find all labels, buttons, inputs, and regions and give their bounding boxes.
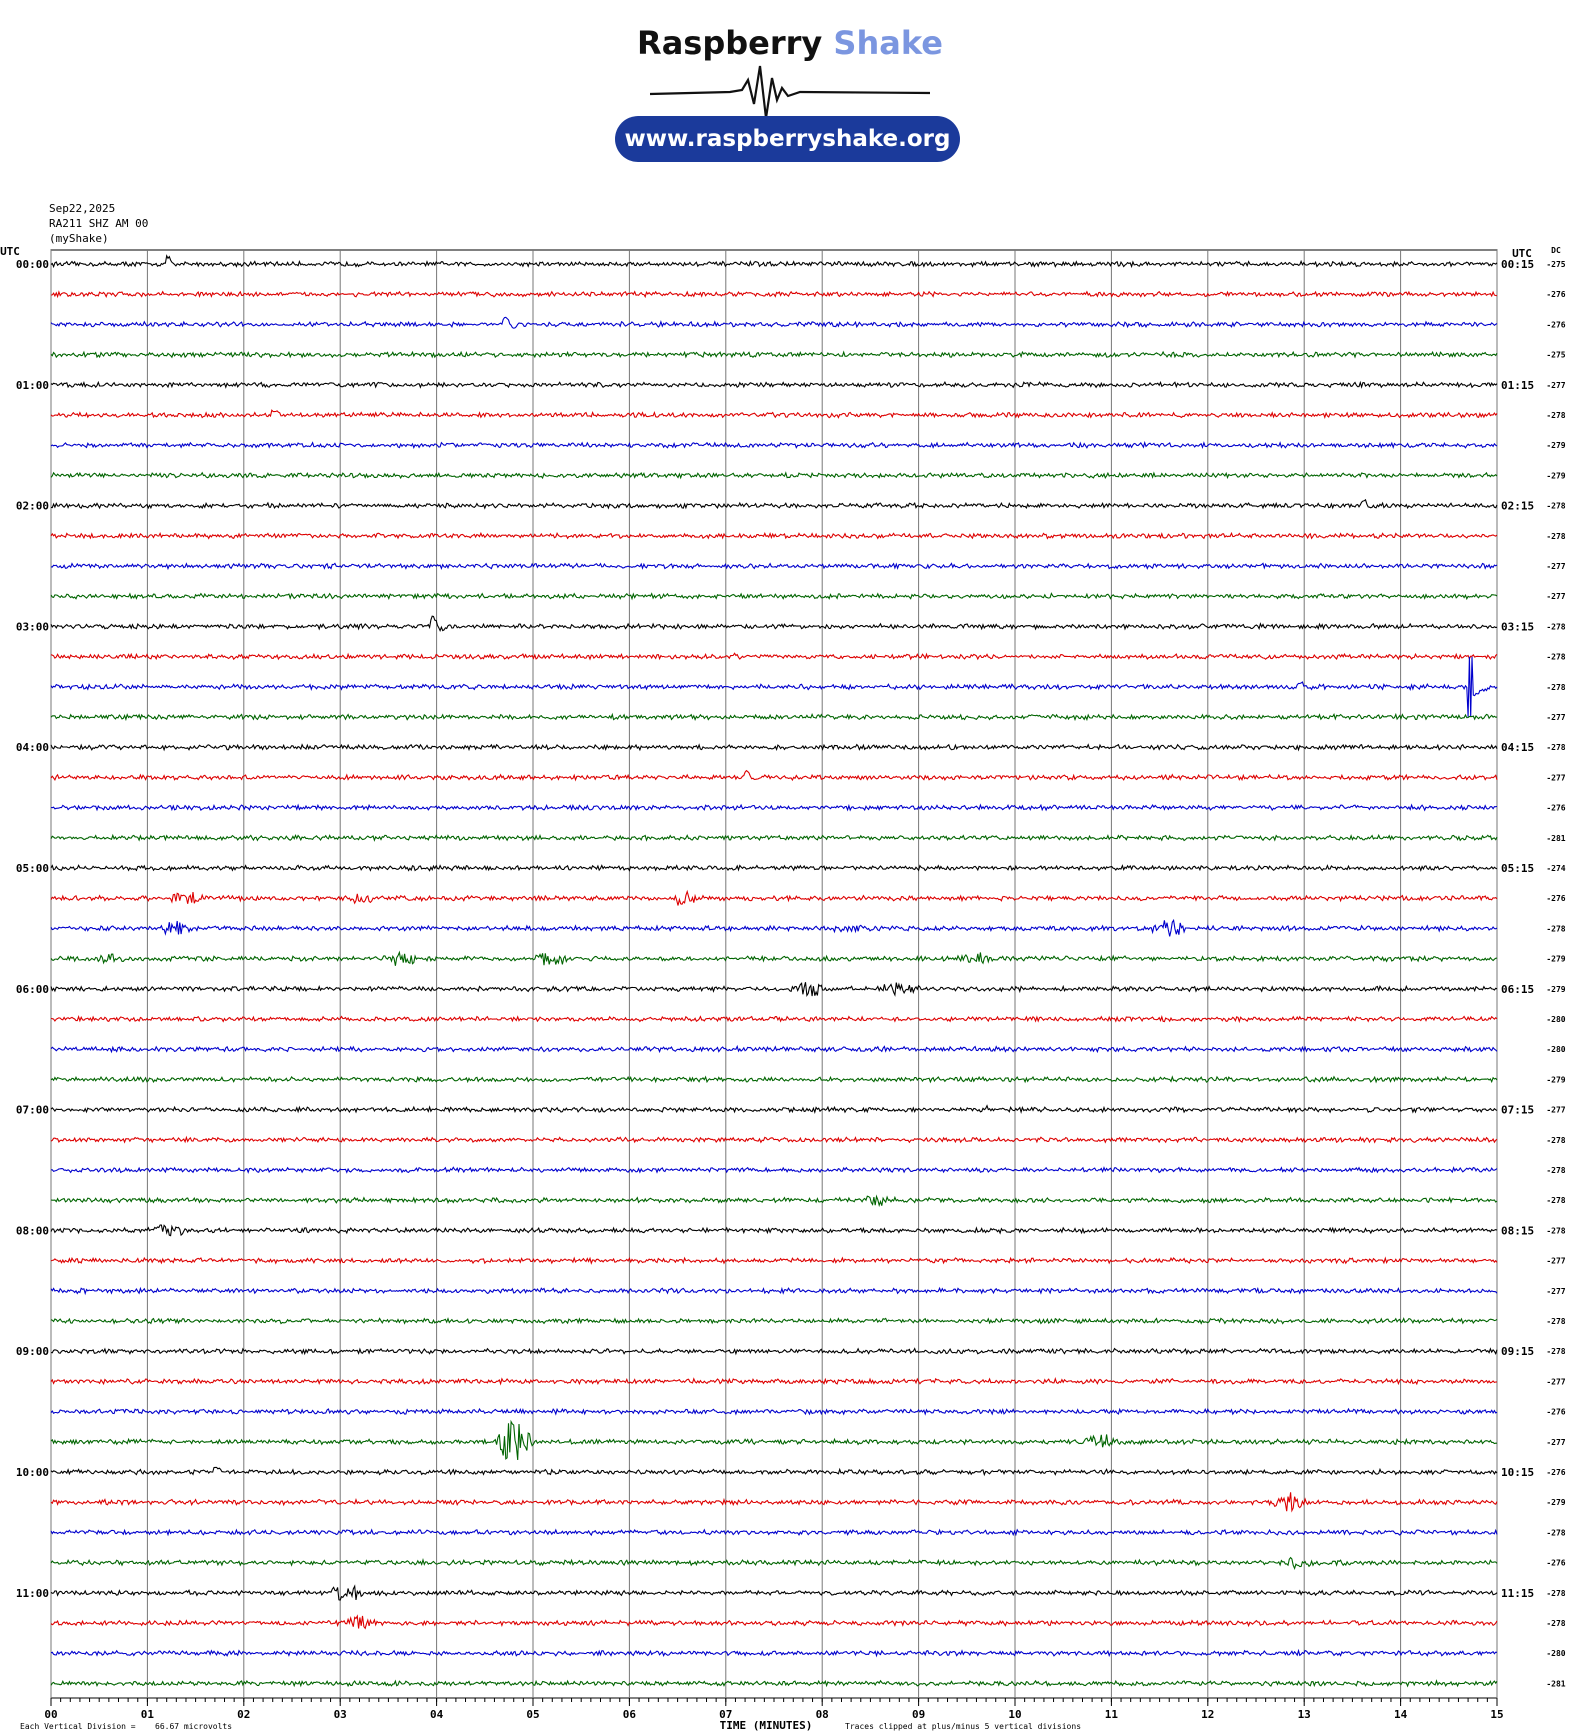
right-time-label: 00:15 <box>1501 258 1535 271</box>
trace-row <box>51 352 1497 357</box>
right-time-label: 10:15 <box>1501 1466 1535 1479</box>
left-time-label: 03:00 <box>15 620 49 634</box>
scale-label: Each Vertical Division = <box>20 1722 136 1731</box>
x-tick-label: 12 <box>1201 1708 1215 1721</box>
right-time-label: 03:15 <box>1501 620 1535 634</box>
dc-offset-label: -278 <box>1546 1226 1566 1236</box>
left-time-label: 08:00 <box>15 1224 49 1238</box>
trace-row <box>51 563 1497 568</box>
trace-row <box>51 1422 1497 1460</box>
trace-row <box>51 1288 1497 1293</box>
dc-offset-label: -278 <box>1546 682 1566 692</box>
right-time-label: 05:15 <box>1501 862 1535 875</box>
trace-row <box>51 594 1497 599</box>
dc-offset-label: -278 <box>1546 652 1566 662</box>
left-time-label: 09:00 <box>15 1345 49 1359</box>
dc-offset-label: -274 <box>1546 864 1566 873</box>
x-tick-label: 01 <box>140 1708 155 1721</box>
trace-row <box>51 865 1497 870</box>
dc-offset-label: -277 <box>1546 1105 1566 1115</box>
trace-row <box>51 1409 1497 1414</box>
trace-row <box>51 500 1497 508</box>
dc-offset-label: -278 <box>1546 743 1566 753</box>
dc-offset-label: -276 <box>1546 894 1566 904</box>
dc-offset-label: -278 <box>1546 531 1566 541</box>
dc-offset-label: -275 <box>1546 350 1566 360</box>
trace-row <box>51 653 1497 659</box>
x-tick-label: 13 <box>1297 1708 1311 1721</box>
trace-row <box>51 714 1497 719</box>
trace-row <box>51 317 1497 328</box>
plot-date: Sep22,2025 <box>49 202 116 215</box>
dc-offset-label: -278 <box>1546 411 1566 420</box>
trace-row <box>51 952 1497 965</box>
website-url-badge[interactable]: www.raspberryshake.org <box>615 116 960 162</box>
dc-offset-label: -278 <box>1546 1619 1566 1628</box>
left-time-label: 07:00 <box>15 1103 49 1117</box>
x-tick-label: 05 <box>526 1708 540 1721</box>
dc-offset-label: -278 <box>1546 622 1566 632</box>
trace-row <box>51 982 1497 996</box>
x-tick-label: 08 <box>815 1708 829 1721</box>
right-time-label: 02:15 <box>1501 499 1535 513</box>
dc-offset-label: -281 <box>1546 1679 1566 1689</box>
dc-offset-label: -277 <box>1546 380 1566 390</box>
trace-row <box>51 920 1497 936</box>
dc-offset-label: -278 <box>1546 1528 1566 1538</box>
trace-row <box>51 616 1497 630</box>
trace-row <box>51 745 1497 750</box>
trace-row <box>51 1379 1497 1384</box>
trace-row <box>51 410 1497 417</box>
x-axis-title: TIME (MINUTES) <box>719 1719 813 1732</box>
dc-offset-label: -278 <box>1546 1166 1566 1175</box>
x-tick-label: 15 <box>1490 1708 1504 1721</box>
left-time-label: 00:00 <box>15 258 49 271</box>
dc-offset-label: -278 <box>1546 501 1566 511</box>
x-tick-label: 11 <box>1104 1708 1119 1721</box>
dc-offset-label: -279 <box>1546 1075 1566 1085</box>
dc-offset-label: -276 <box>1546 1558 1566 1568</box>
dc-offset-label: -280 <box>1546 1015 1566 1024</box>
dc-offset-label: -277 <box>1546 1377 1566 1387</box>
dc-offset-label: -277 <box>1546 1256 1566 1266</box>
dc-offset-label: -276 <box>1546 803 1566 813</box>
dc-offset-label: -279 <box>1546 984 1566 994</box>
left-time-label: 02:00 <box>15 499 49 513</box>
left-time-label: 01:00 <box>15 378 49 392</box>
trace-row <box>51 1616 1497 1629</box>
dc-offset-label: -278 <box>1546 1135 1566 1145</box>
dc-offset-label: -275 <box>1546 260 1566 269</box>
scale-value: 66.67 microvolts <box>155 1722 233 1731</box>
x-tick-label: 14 <box>1393 1708 1408 1721</box>
trace-row <box>51 1530 1497 1535</box>
logo-word-raspberry: Raspberry <box>637 24 823 62</box>
left-time-label: 04:00 <box>15 741 49 755</box>
trace-row <box>51 1196 1497 1206</box>
x-tick-label: 07 <box>719 1708 733 1721</box>
dc-offset-label: -276 <box>1546 1407 1566 1417</box>
trace-row <box>51 443 1497 448</box>
right-time-label: 08:15 <box>1501 1224 1535 1238</box>
x-tick-label: 06 <box>622 1708 637 1721</box>
trace-row <box>51 835 1497 840</box>
dc-offset-label: -278 <box>1546 924 1566 934</box>
right-time-label: 11:15 <box>1501 1586 1535 1600</box>
left-time-label: 10:00 <box>15 1466 49 1479</box>
dc-offset-label: -277 <box>1546 713 1566 722</box>
dc-offset-label: -278 <box>1546 1317 1566 1326</box>
trace-row <box>51 771 1497 780</box>
trace-row <box>51 1558 1497 1569</box>
clip-note: Traces clipped at plus/minus 5 vertical divisions <box>845 1722 1082 1731</box>
trace-row <box>51 1586 1497 1600</box>
trace-row <box>51 1681 1497 1686</box>
trace-row <box>51 1349 1497 1354</box>
dc-offset-label: -280 <box>1546 1045 1566 1055</box>
trace-row <box>51 1651 1497 1656</box>
trace-row <box>51 256 1497 267</box>
x-tick-label: 03 <box>333 1708 347 1721</box>
trace-row <box>51 473 1497 478</box>
trace-row <box>51 1077 1497 1082</box>
dc-offset-label: -279 <box>1546 471 1566 481</box>
data-source: (myShake) <box>49 232 109 245</box>
x-tick-label: 09 <box>911 1708 926 1721</box>
plot-frame <box>51 250 1497 1698</box>
right-time-label: 07:15 <box>1501 1103 1535 1117</box>
trace-row <box>51 1492 1497 1511</box>
right-time-label: 06:15 <box>1501 982 1535 996</box>
x-tick-label: 00 <box>44 1708 58 1721</box>
dc-offset-label: -277 <box>1546 562 1566 571</box>
trace-row <box>51 1318 1497 1323</box>
dc-offset-label: -277 <box>1546 592 1566 602</box>
dc-offset-label: -277 <box>1546 773 1566 783</box>
trace-row <box>51 1137 1497 1142</box>
left-time-label: 05:00 <box>15 862 49 875</box>
x-tick-label: 04 <box>429 1708 444 1721</box>
x-tick-label: 10 <box>1008 1708 1022 1721</box>
trace-row <box>51 1258 1497 1263</box>
trace-row <box>51 1017 1497 1022</box>
dc-offset-label: -279 <box>1546 1498 1566 1508</box>
right-time-label: 04:15 <box>1501 741 1535 755</box>
trace-row <box>51 533 1497 538</box>
trace-row <box>51 382 1497 387</box>
left-time-label: 11:00 <box>15 1586 49 1600</box>
trace-row <box>51 892 1497 906</box>
trace-row <box>51 657 1497 717</box>
dc-column-title: DC <box>1551 246 1561 255</box>
trace-row <box>51 1106 1497 1113</box>
trace-row <box>51 1047 1497 1052</box>
left-axis-title: UTC <box>0 245 20 258</box>
right-axis-title: UTC <box>1512 247 1532 260</box>
dc-offset-label: -276 <box>1546 320 1566 330</box>
dc-offset-label: -279 <box>1546 954 1566 964</box>
dc-offset-label: -281 <box>1546 833 1566 843</box>
dc-offset-label: -277 <box>1546 1437 1566 1447</box>
dc-offset-label: -279 <box>1546 441 1566 451</box>
dc-offset-label: -276 <box>1546 1468 1566 1477</box>
left-time-label: 06:00 <box>15 982 49 996</box>
right-time-label: 09:15 <box>1501 1345 1535 1359</box>
dc-offset-label: -278 <box>1546 1347 1566 1357</box>
x-tick-label: 02 <box>237 1708 251 1721</box>
trace-row <box>51 805 1497 810</box>
trace-row <box>51 1225 1497 1236</box>
right-time-label: 01:15 <box>1501 378 1535 392</box>
dc-offset-label: -278 <box>1546 1196 1566 1206</box>
dc-offset-label: -280 <box>1546 1649 1566 1659</box>
dc-offset-label: -278 <box>1546 1588 1566 1598</box>
logo-word-shake: Shake <box>833 24 943 62</box>
trace-row <box>51 292 1497 297</box>
station-code: RA211 SHZ AM 00 <box>49 217 149 230</box>
dc-offset-label: -277 <box>1546 1286 1566 1296</box>
dc-offset-label: -276 <box>1546 290 1566 300</box>
trace-row <box>51 1167 1497 1172</box>
trace-row <box>51 1467 1497 1474</box>
